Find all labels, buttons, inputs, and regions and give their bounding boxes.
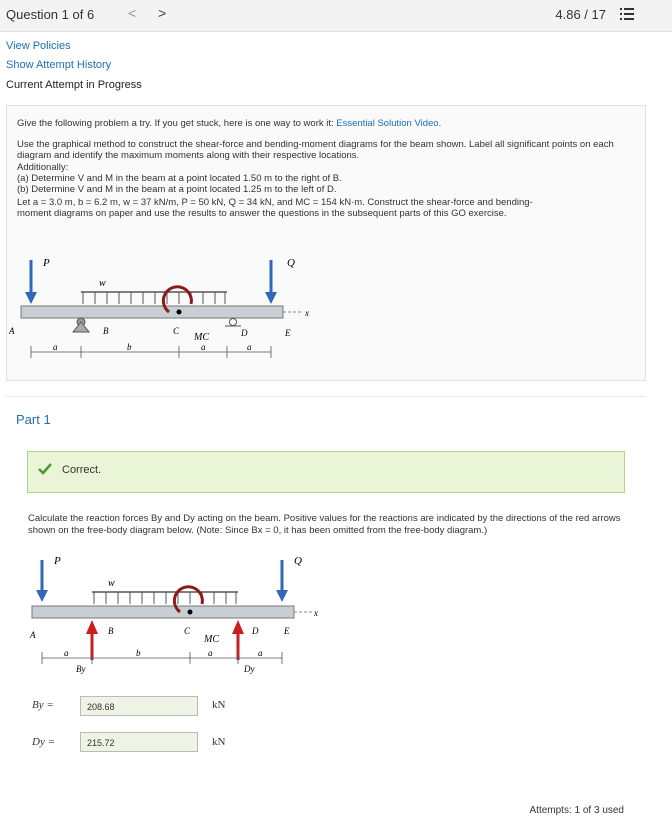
label-a-point: A	[9, 326, 15, 336]
question-instructions: Use the graphical method to construct the shear-force and bending-moment diagrams for the beam shown. Label all significant points on each diagram and identify the maximum moments along with their respective locations.	[17, 139, 614, 161]
label-p: P	[43, 257, 50, 269]
dim-b: b	[127, 342, 132, 352]
check-icon	[38, 462, 52, 476]
top-bar	[0, 0, 672, 32]
label-b-point: B	[103, 326, 109, 336]
fbd-label-w: w	[108, 578, 115, 589]
feedback-text: Correct.	[62, 464, 102, 476]
attempts-counter: Attempts: 1 of 3 used	[529, 805, 624, 816]
fbd-dim-a-3: a	[258, 648, 263, 658]
answer-by-label: By =	[32, 699, 54, 711]
answer-by-unit: kN	[212, 699, 226, 711]
fbd-dim-b: b	[136, 648, 141, 658]
part1-label[interactable]: Part 1	[16, 412, 51, 427]
fbd-label-dy: Dy	[244, 664, 255, 674]
fbd-label-p: P	[54, 555, 61, 567]
beam	[21, 306, 283, 318]
attempt-status: Current Attempt in Progress	[6, 79, 142, 91]
next-question-button[interactable]: >	[158, 5, 167, 21]
dim-a-1: a	[53, 342, 58, 352]
fbd-label-q: Q	[294, 555, 302, 567]
fbd-label-d: D	[252, 626, 259, 636]
question-part-a: (a) Determine V and M in the beam at a point located 1.50 m to the right of B.	[17, 173, 342, 184]
part1-prompt: Calculate the reaction forces By and Dy acting on the beam. Positive values for the reactions are indicated by the directions of the red arrows shown on the free-body diagram below. (Note: Since Bx = 0, it has been omitted from the free-body diagram.)	[28, 513, 621, 536]
answer-dy-label: Dy =	[32, 736, 55, 748]
label-x: x	[305, 308, 309, 318]
view-policies-link[interactable]: View Policies	[6, 40, 71, 52]
question-additionally: Additionally:	[17, 162, 69, 173]
question-panel	[6, 105, 646, 381]
fbd-distributed-load	[94, 592, 236, 604]
essential-solution-video-link[interactable]: Essential Solution Video.	[336, 118, 442, 129]
fbd-label-a: A	[30, 630, 36, 640]
dim-a-3: a	[247, 342, 252, 352]
label-w: w	[99, 278, 106, 289]
list-icon[interactable]	[620, 7, 634, 21]
label-q: Q	[287, 257, 295, 269]
label-e-point: E	[285, 328, 291, 338]
answer-by-input[interactable]: 208.68	[80, 696, 198, 716]
label-c-point: C	[173, 326, 180, 336]
free-body-diagram	[28, 548, 328, 683]
score-display: 4.86 / 17	[555, 7, 606, 22]
answer-dy-input[interactable]: 215.72	[80, 732, 198, 752]
prev-question-button[interactable]: <	[128, 5, 137, 21]
question-part-b: (b) Determine V and M in the beam at a point located 1.25 m to the left of D.	[17, 184, 337, 195]
fbd-label-b: B	[108, 626, 114, 636]
label-d-point: D	[241, 328, 248, 338]
fbd-label-c: C	[184, 626, 191, 636]
fbd-label-x: x	[314, 608, 318, 618]
fbd-dim-a-1: a	[64, 648, 69, 658]
fbd-dim-a-2: a	[208, 648, 213, 658]
question-intro: Give the following problem a try. If you get stuck, here is one way to work it: Essential Solution Video.	[17, 118, 442, 129]
answer-dy-unit: kN	[212, 736, 226, 748]
question-givens-2: moment diagrams on paper and use the results to answer the questions in the subsequent parts of this GO exercise.	[17, 208, 507, 219]
fbd-beam	[32, 606, 294, 618]
question-counter: Question 1 of 6	[6, 7, 95, 22]
show-attempt-history-link[interactable]: Show Attempt History	[6, 59, 112, 71]
fbd-label-mc: MC	[204, 634, 219, 645]
fbd-label-by: By	[76, 664, 86, 674]
distributed-load	[83, 292, 225, 304]
dim-a-2: a	[201, 342, 206, 352]
correct-feedback	[27, 451, 625, 493]
fbd-label-e: E	[284, 626, 290, 636]
label-mc: MC	[194, 332, 209, 343]
question-givens-1: Let a = 3.0 m, b = 6.2 m, w = 37 kN/m, P = 50 kN, Q = 34 kN, and MC = 154 kN·m. Construct the shear-force and bending-	[17, 197, 533, 208]
beam-diagram	[7, 246, 317, 371]
